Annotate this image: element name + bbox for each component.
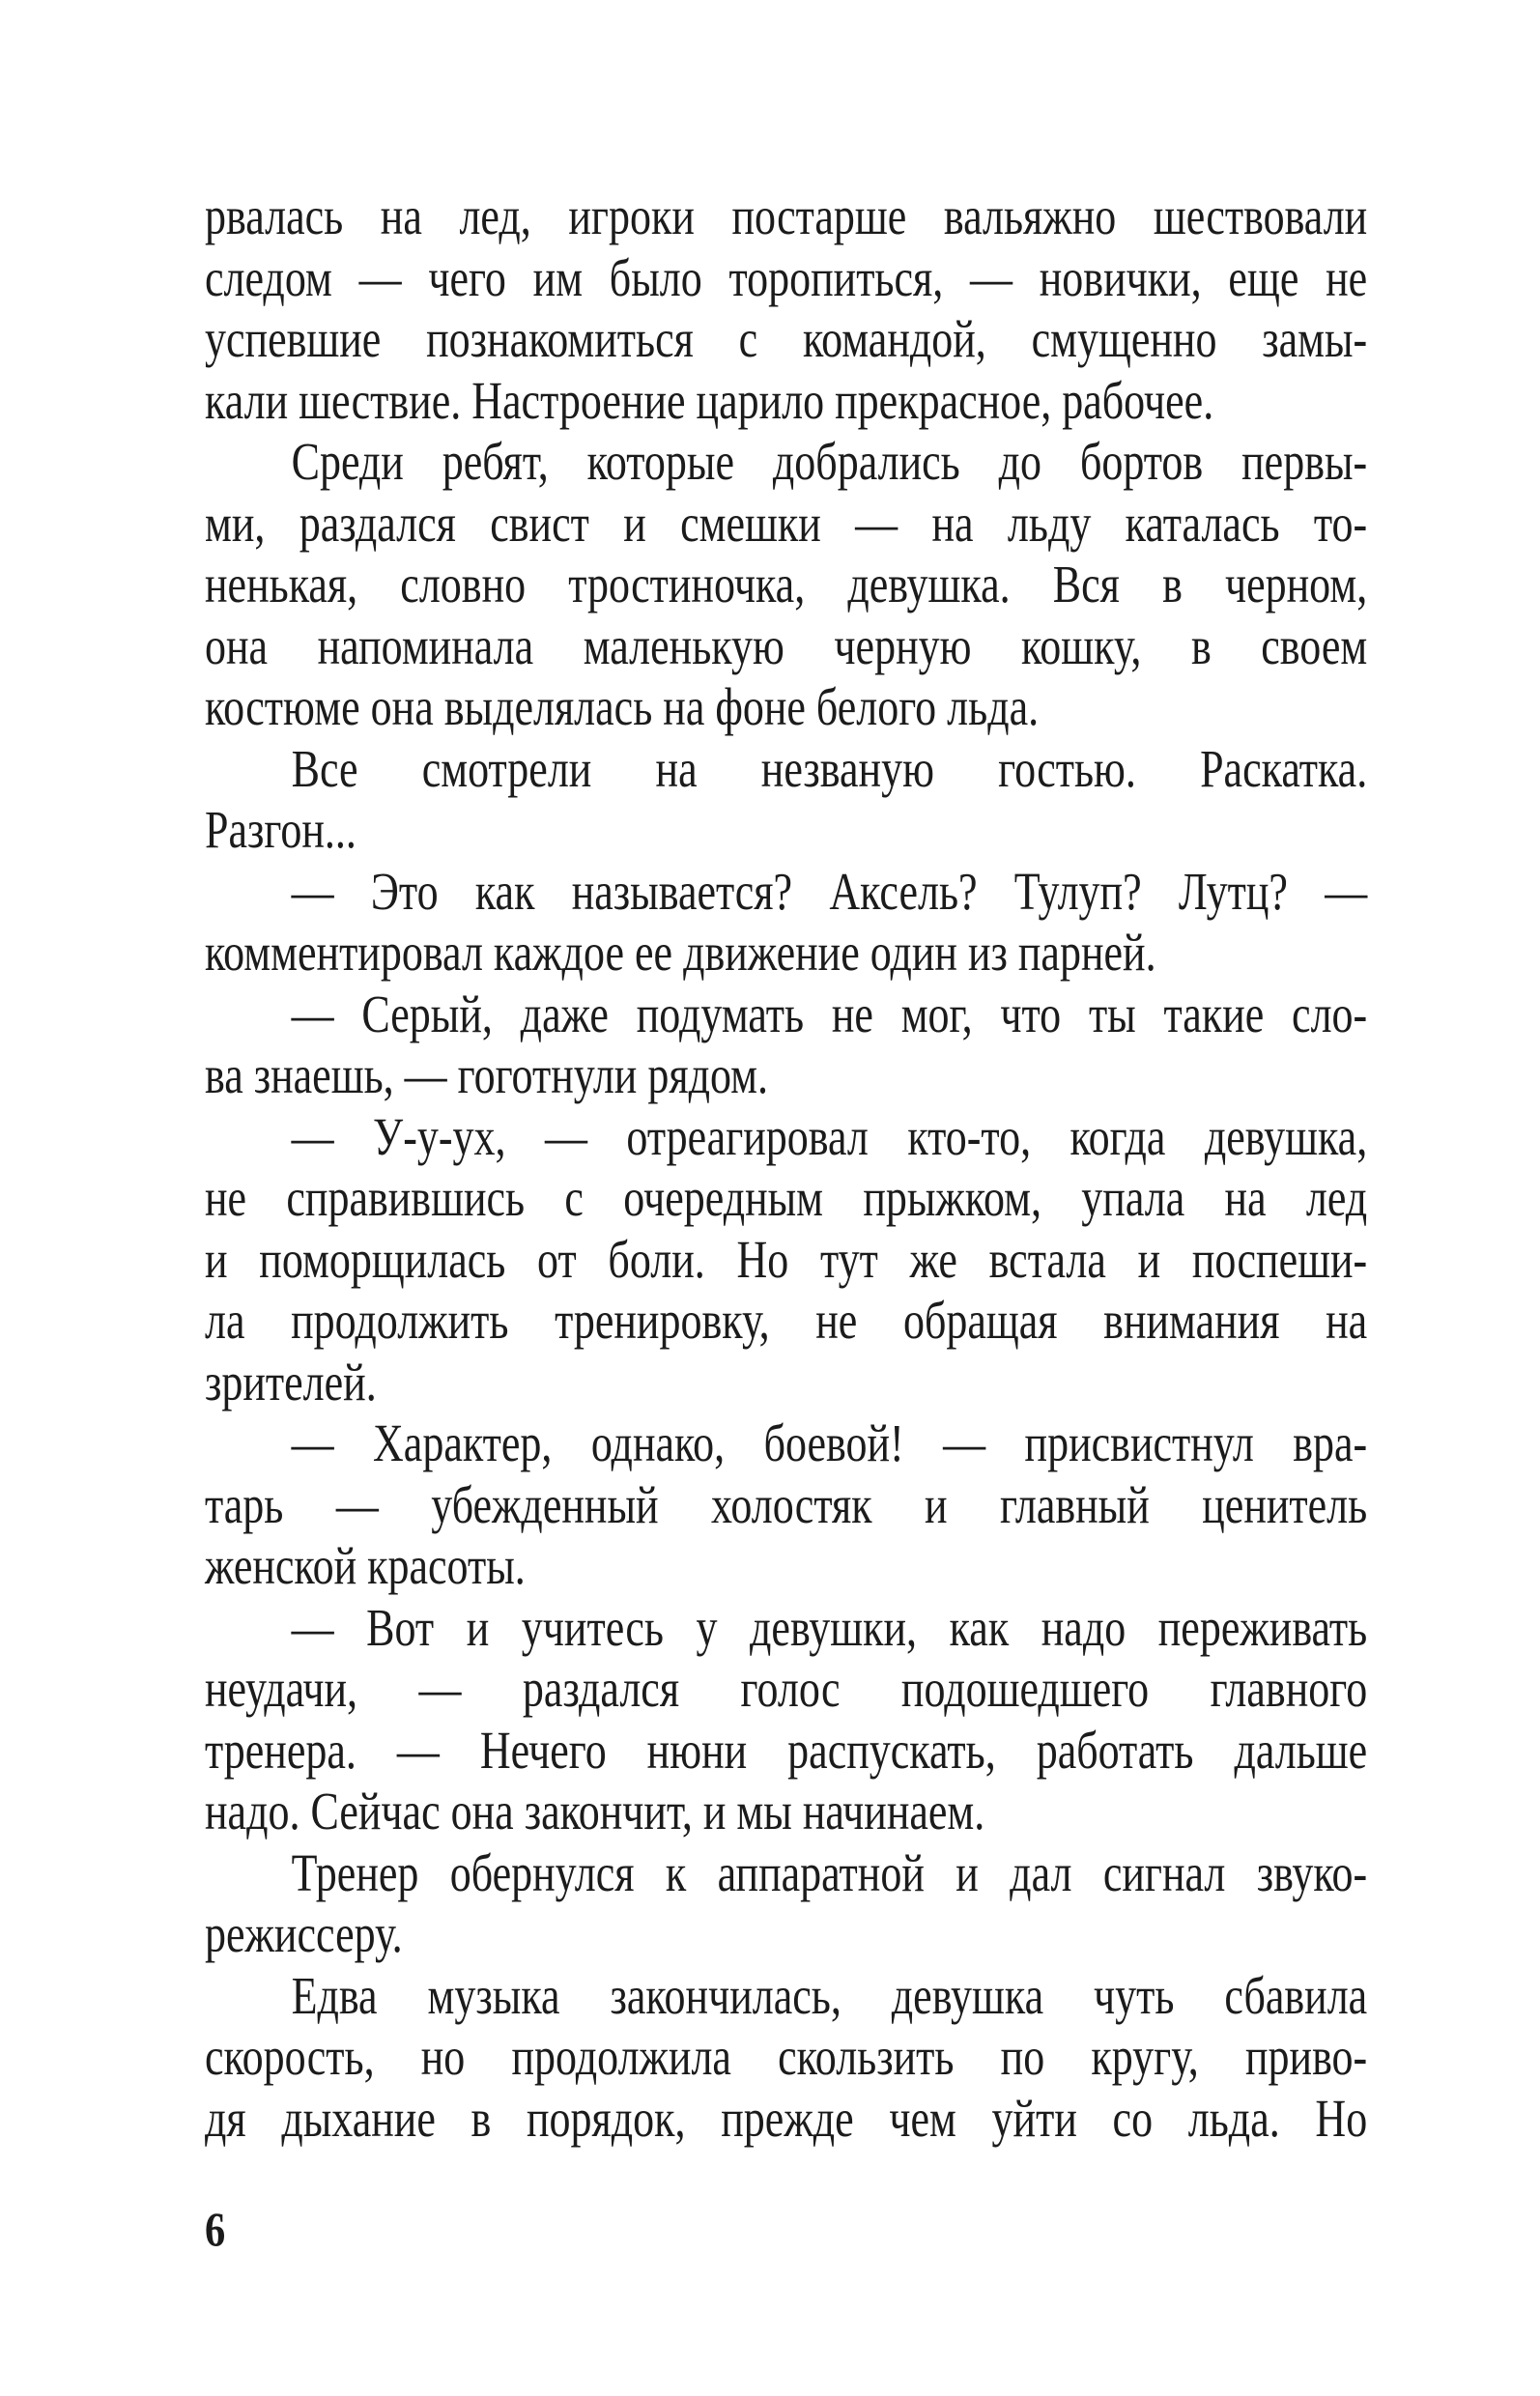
text-line: ла продолжить тренировку, не обращая внимания на (205, 1291, 1368, 1350)
text-line: следом — чего им было торопиться, — новички, еще не (205, 247, 1368, 307)
text-line: она напоминала маленькую черную кошку, в своем (205, 615, 1368, 675)
text-line: и поморщилась от боли. Но тут же встала и поспеши- (205, 1229, 1368, 1289)
body-text (205, 185, 1367, 2149)
text-line: не справившись с очередным прыжком, упала на лед (205, 1168, 1368, 1227)
text-line: рвалась на лед, игроки постарше вальяжно шествовали (205, 186, 1368, 245)
text-line: неудачи, — раздался голос подошедшего главного (205, 1659, 1368, 1718)
text-line: надо. Сейчас она закончит, и мы начинаем. (205, 1782, 985, 1840)
paragraph (205, 861, 1367, 984)
paragraph (205, 185, 1367, 431)
text-line: — Серый, даже подумать не мог, что ты такие сло- (291, 984, 1368, 1043)
text-line: тарь — убежденный холостяк и главный ценитель (205, 1474, 1368, 1534)
paragraph (205, 1597, 1367, 1842)
paragraph (205, 1842, 1367, 1965)
paragraph (205, 738, 1367, 861)
text-line: женской красоты. (205, 1536, 526, 1595)
text-line: комментировал каждое ее движение один из парней. (205, 923, 1156, 982)
paragraph (205, 1106, 1367, 1413)
text-line: Разгон... (205, 800, 356, 859)
paragraph (205, 984, 1367, 1106)
text-line: зрителей. (205, 1352, 377, 1412)
text-line: дя дыхание в порядок, прежде чем уйти со льда. Но (205, 2088, 1368, 2148)
text-line: успевшие познакомиться с командой, смущенно замы- (205, 309, 1368, 368)
text-line: режиссеру. (205, 1904, 403, 1963)
text-line: Все смотрели на незваную гостью. Раскатка. (291, 738, 1368, 798)
text-line: кали шествие. Настроение царило прекрасное, рабочее. (205, 370, 1214, 430)
text-line: — Вот и учитесь у девушки, как надо переживать (291, 1597, 1368, 1657)
text-line: ми, раздался свист и смешки — на льду каталась то- (205, 493, 1368, 553)
text-line: скорость, но продолжила скользить по кругу, приво- (205, 2027, 1368, 2086)
text-line: ва знаешь, — гоготнули рядом. (205, 1045, 768, 1104)
text-line: тренера. — Нечего нюни распускать, работать дальше (205, 1720, 1368, 1780)
text-line: Тренер обернулся к аппаратной и дал сигнал звуко- (291, 1842, 1368, 1902)
text-line: Едва музыка закончилась, девушка чуть сбавила (291, 1965, 1368, 2025)
text-line: костюме она выделялась на фоне белого льда. (205, 677, 1040, 736)
text-line: Среди ребят, которые добрались до бортов первы- (291, 432, 1368, 491)
paragraph (205, 431, 1367, 738)
text-line: — Характер, однако, боевой! — присвистнул вра- (291, 1413, 1368, 1472)
paragraph (205, 1412, 1367, 1597)
page-number: 6 (205, 2202, 226, 2256)
text-line: — Это как называется? Аксель? Тулуп? Лутц? — (291, 861, 1368, 921)
text-line: ненькая, словно тростиночка, девушка. Вся в черном, (205, 555, 1368, 613)
paragraph (205, 1965, 1367, 2150)
text-line: — У-у-ух, — отреагировал кто-то, когда девушка, (291, 1106, 1368, 1166)
